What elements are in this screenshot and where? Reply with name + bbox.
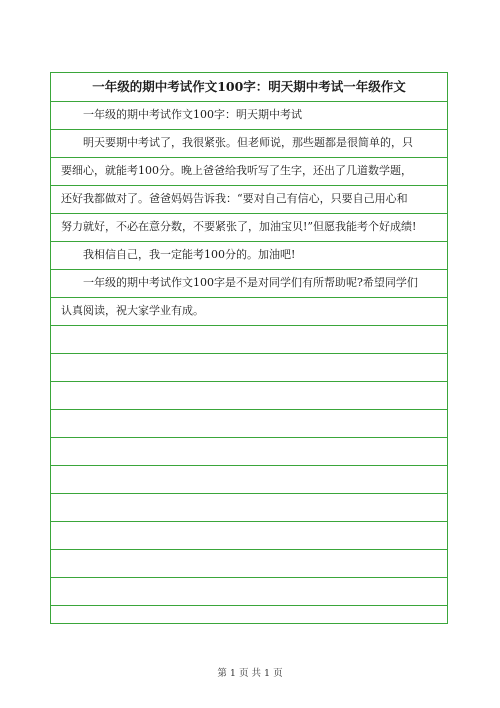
text-line: 要细心，就能考100分。晚上爸爸给我听写了生字，还出了几道数学题， [61,164,412,177]
ruled-line [51,605,447,606]
ruled-line [51,437,447,438]
ruled-line [51,465,447,466]
text-line: 我相信自己，我一定能考100分的。加油吧! [61,248,296,261]
text-line: 明天要期中考试了，我很紧张。但老师说，那些题都是很简单的，只 [61,136,413,149]
ruled-line [51,521,447,522]
ruled-paper [50,72,448,624]
ruled-line [51,353,447,354]
page-number: 第 1 页 共 1 页 [217,668,283,679]
ruled-line [51,577,447,578]
ruled-line [51,381,447,382]
ruled-line [51,549,447,550]
text-line: 努力就好，不必在意分数，不要紧张了，加油宝贝!”但愿我能考个好成绩! [61,220,417,233]
text-line: 一年级的期中考试作文100字是不是对同学们有所帮助呢?希望同学们 [61,276,418,289]
ruled-line [51,325,447,326]
ruled-line [51,409,447,410]
document-title: 一年级的期中考试作文100字：明天期中考试一年级作文 [92,79,406,94]
text-line: 认真阅读，祝大家学业有成。 [61,304,204,317]
ruled-line [51,493,447,494]
text-line: 还好我都做对了。爸爸妈妈告诉我：“要对自己有信心，只要自己用心和 [61,192,408,205]
text-line: 一年级的期中考试作文100字：明天期中考试 [61,108,302,121]
